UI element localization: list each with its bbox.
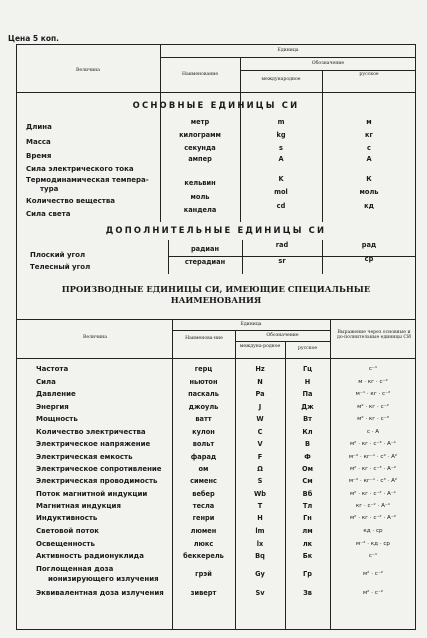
- derived-rus-symbol: лм: [302, 527, 313, 535]
- derived-intl-symbol: T: [257, 502, 263, 510]
- derived-si-expression: м² · кг · с⁻² · А⁻²: [349, 515, 397, 521]
- supp-rus-symbol: ср: [364, 255, 374, 263]
- derived-rus-symbol: Вб: [302, 490, 313, 498]
- derived-rus-symbol: Тл: [302, 502, 313, 510]
- header1-international: международное: [261, 77, 301, 82]
- derived-intl-symbol: N: [257, 378, 263, 386]
- derived-intl-symbol: Hz: [255, 365, 265, 373]
- derived-si-expression: м⁻² · кг⁻¹ · с⁴ · А²: [348, 454, 398, 460]
- derived-rus-symbol: Вт: [303, 415, 312, 423]
- derived-quantity: Энергия: [36, 403, 69, 411]
- base-quantity: Сила электрического тока: [26, 165, 134, 173]
- derived-unit-name: зиверт: [190, 589, 217, 597]
- header1-name: Наименование: [181, 72, 219, 77]
- derived-si-expression: м² · кг · с⁻² · А⁻¹: [349, 491, 397, 497]
- derived-si-expression: м² · с⁻²: [362, 571, 384, 577]
- derived-quantity: Электрическая емкость: [36, 453, 133, 461]
- derived-quantity: Поток магнитной индукции: [36, 490, 148, 498]
- derived-unit-name: паскаль: [188, 390, 219, 398]
- derived-unit-name: кулон: [192, 428, 215, 436]
- derived-unit-name: фарад: [190, 453, 217, 461]
- header2-rule: [172, 330, 330, 331]
- derived-si-expression: м² · кг · с⁻³: [357, 416, 389, 422]
- derived-rus-symbol: Гр: [303, 570, 312, 578]
- derived-quantity: Освещенность: [36, 540, 95, 548]
- base-intl-symbol: A: [278, 155, 284, 163]
- price-label: Цена 5 коп.: [8, 34, 60, 43]
- derived-si-expression: м⁻¹ · кг · с⁻²: [355, 391, 391, 397]
- base-intl-symbol: K: [278, 175, 284, 183]
- derived-rus-symbol: Бк: [302, 552, 313, 560]
- derived-si-expression: м · кг · с⁻²: [358, 379, 388, 385]
- derived-unit-name: беккерель: [183, 552, 224, 560]
- header2-rule: [16, 358, 416, 359]
- base-rus-symbol: А: [366, 155, 372, 163]
- base-unit-name: кандела: [183, 206, 217, 214]
- derived-intl-symbol: lm: [255, 527, 265, 535]
- derived-si-expression: м² · кг · с⁻²: [357, 404, 389, 410]
- derived-intl-symbol: Wb: [254, 490, 266, 498]
- derived-quantity: Электрическое напряжение: [36, 440, 151, 448]
- base-intl-symbol: kg: [276, 131, 286, 139]
- base-quantity: Количество вещества: [26, 197, 116, 205]
- derived-quantity: Магнитная индукция: [36, 502, 121, 510]
- base-rus-symbol: кд: [364, 202, 374, 210]
- derived-rus-symbol: Гц: [302, 365, 313, 373]
- derived-unit-name: джоуль: [188, 403, 219, 411]
- base-units-title: ОСНОВНЫЕ ЕДИНИЦЫ СИ: [132, 100, 300, 110]
- derived-intl-symbol: V: [257, 440, 263, 448]
- supp-unit-name: стерадиан: [184, 258, 226, 266]
- derived-si-expression: м⁻² · кд · ср: [356, 541, 390, 547]
- header2-designation: Обозначение: [266, 333, 299, 338]
- derived-intl-symbol: Ω: [257, 465, 263, 473]
- base-intl-symbol: mol: [274, 188, 288, 196]
- derived-unit-name: тесла: [192, 502, 215, 510]
- derived-si-expression: кд · ср: [363, 528, 383, 534]
- derived-intl-symbol: Pa: [255, 390, 265, 398]
- derived-si-expression: с⁻¹: [368, 366, 378, 372]
- derived-intl-symbol: Sv: [255, 589, 265, 597]
- derived-quantity: Эквивалентная доза излучения: [36, 589, 164, 597]
- header1-designation: Обозначение: [311, 61, 345, 66]
- derived-rus-symbol: Гн: [303, 514, 312, 522]
- derived-rus-symbol: Дж: [301, 403, 314, 411]
- derived-intl-symbol: Bq: [255, 552, 265, 560]
- derived-units-title: [16, 284, 416, 307]
- derived-intl-symbol: C: [257, 428, 263, 436]
- base-rus-symbol: моль: [359, 188, 379, 196]
- supp-quantity: Телесный угол: [30, 263, 91, 271]
- base-intl-symbol: m: [277, 118, 285, 126]
- supp-quantity: Плоский угол: [30, 251, 86, 259]
- header2-unit: Единица: [240, 322, 262, 327]
- derived-quantity: Мощность: [36, 415, 78, 423]
- derived-quantity: Электрическая проводимость: [36, 477, 158, 485]
- derived-si-expression: с · А: [366, 429, 380, 435]
- derived-unit-name: люмен: [190, 527, 217, 535]
- derived-intl-symbol: J: [258, 403, 262, 411]
- header2-international: междуна-родное: [239, 344, 281, 349]
- supplementary-units-title: ДОПОЛНИТЕЛЬНЫЕ ЕДИНИЦЫ СИ: [105, 225, 327, 235]
- base-unit-name: моль: [190, 193, 210, 201]
- derived-intl-symbol: F: [257, 453, 263, 461]
- supp-intl-symbol: sr: [278, 257, 286, 265]
- base-unit-name: секунда: [184, 144, 216, 152]
- base-intl-symbol: cd: [276, 202, 286, 210]
- base-rus-symbol: с: [367, 144, 371, 152]
- header1-rule: [16, 92, 416, 93]
- derived-intl-symbol: lx: [256, 540, 264, 548]
- base-quantity: Длина: [26, 123, 52, 131]
- supp-intl-symbol: rad: [275, 241, 289, 249]
- derived-unit-name: вольт: [192, 440, 215, 448]
- derived-title-line2: НАИМЕНОВАНИЯ: [170, 295, 262, 306]
- derived-quantity: Поглощенная доза: [36, 565, 114, 573]
- derived-intl-symbol: Gy: [255, 570, 265, 578]
- derived-unit-name: сименс: [190, 477, 217, 485]
- derived-si-expression: м² · кг · с⁻³ · А⁻²: [349, 466, 397, 472]
- header1-unit: Единица: [277, 48, 299, 53]
- derived-rus-symbol: Кл: [302, 428, 313, 436]
- derived-rus-symbol: См: [302, 477, 313, 485]
- header2-rule: [16, 319, 416, 320]
- base-unit-name: метр: [190, 118, 210, 126]
- base-unit-name: кельвин: [184, 179, 216, 187]
- derived-quantity: Активность радионуклида: [36, 552, 144, 560]
- base-rus-symbol: К: [366, 175, 372, 183]
- derived-intl-symbol: H: [257, 514, 263, 522]
- derived-rus-symbol: Н: [304, 378, 311, 386]
- header2-quantity: Величина: [83, 335, 107, 340]
- derived-title-line1: ПРОИЗВОДНЫЕ ЕДИНИЦЫ СИ, ИМЕЮЩИЕ СПЕЦИАЛЬНЫЕ: [61, 284, 371, 294]
- derived-unit-name: вебер: [192, 490, 215, 498]
- derived-quantity: Сила: [36, 378, 56, 386]
- supp-unit-name: радиан: [190, 245, 220, 253]
- derived-unit-name: генри: [192, 514, 215, 522]
- base-quantity-cont: тура: [40, 185, 59, 193]
- header1-rule: [160, 57, 416, 58]
- derived-unit-name: ом: [198, 465, 209, 473]
- derived-quantity: Давление: [36, 390, 76, 398]
- derived-si-expression: м² · с⁻²: [362, 590, 384, 596]
- derived-si-expression: м⁻² · кг⁻¹ · с³ · А²: [348, 478, 398, 484]
- derived-quantity-cont: ионизирующего излучения: [48, 575, 159, 583]
- header2-expression: Выражение через основные и до-полнительные единицы СИ: [337, 330, 411, 341]
- derived-intl-symbol: S: [257, 477, 263, 485]
- supp-rus-symbol: рад: [361, 241, 377, 249]
- header1-rule: [240, 70, 416, 71]
- base-quantity: Время: [26, 152, 52, 160]
- derived-quantity: Электрическое сопротивление: [36, 465, 162, 473]
- derived-rus-symbol: Па: [302, 390, 313, 398]
- derived-rus-symbol: В: [304, 440, 311, 448]
- derived-rus-symbol: лк: [302, 540, 313, 548]
- header2-russian: русское: [297, 346, 318, 351]
- derived-rus-symbol: Ф: [304, 453, 311, 461]
- header1-quantity: Величина: [76, 68, 100, 73]
- base-rus-symbol: м: [366, 118, 372, 126]
- derived-unit-name: ньютон: [189, 378, 218, 386]
- derived-unit-name: герц: [194, 365, 213, 373]
- base-rus-symbol: кг: [365, 131, 373, 139]
- derived-intl-symbol: W: [256, 415, 264, 423]
- base-intl-symbol: s: [279, 144, 283, 152]
- derived-quantity: Индуктивность: [36, 514, 98, 522]
- derived-si-expression: кг · с⁻² · А⁻¹: [355, 503, 391, 509]
- base-quantity: Масса: [26, 138, 51, 146]
- header2-rule: [235, 341, 330, 342]
- derived-quantity: Световой поток: [36, 527, 100, 535]
- derived-quantity: Количество электричества: [36, 428, 146, 436]
- header1-russian: русское: [359, 72, 379, 77]
- derived-unit-name: люкс: [193, 540, 214, 548]
- derived-rus-symbol: Ом: [302, 465, 313, 473]
- derived-rus-symbol: Зв: [303, 589, 312, 597]
- derived-unit-name: ватт: [195, 415, 212, 423]
- derived-quantity: Частота: [36, 365, 69, 373]
- base-quantity: Термодинамическая темпера-: [26, 176, 149, 184]
- derived-unit-name: грэй: [195, 570, 212, 578]
- header2-name: Наименова-ние: [185, 336, 223, 341]
- base-unit-name: ампер: [188, 155, 212, 163]
- base-quantity: Сила света: [26, 210, 71, 218]
- derived-si-expression: с⁻¹: [368, 553, 378, 559]
- base-unit-name: килограмм: [179, 131, 221, 139]
- derived-si-expression: м² · кг · с⁻³ · А⁻¹: [349, 441, 397, 447]
